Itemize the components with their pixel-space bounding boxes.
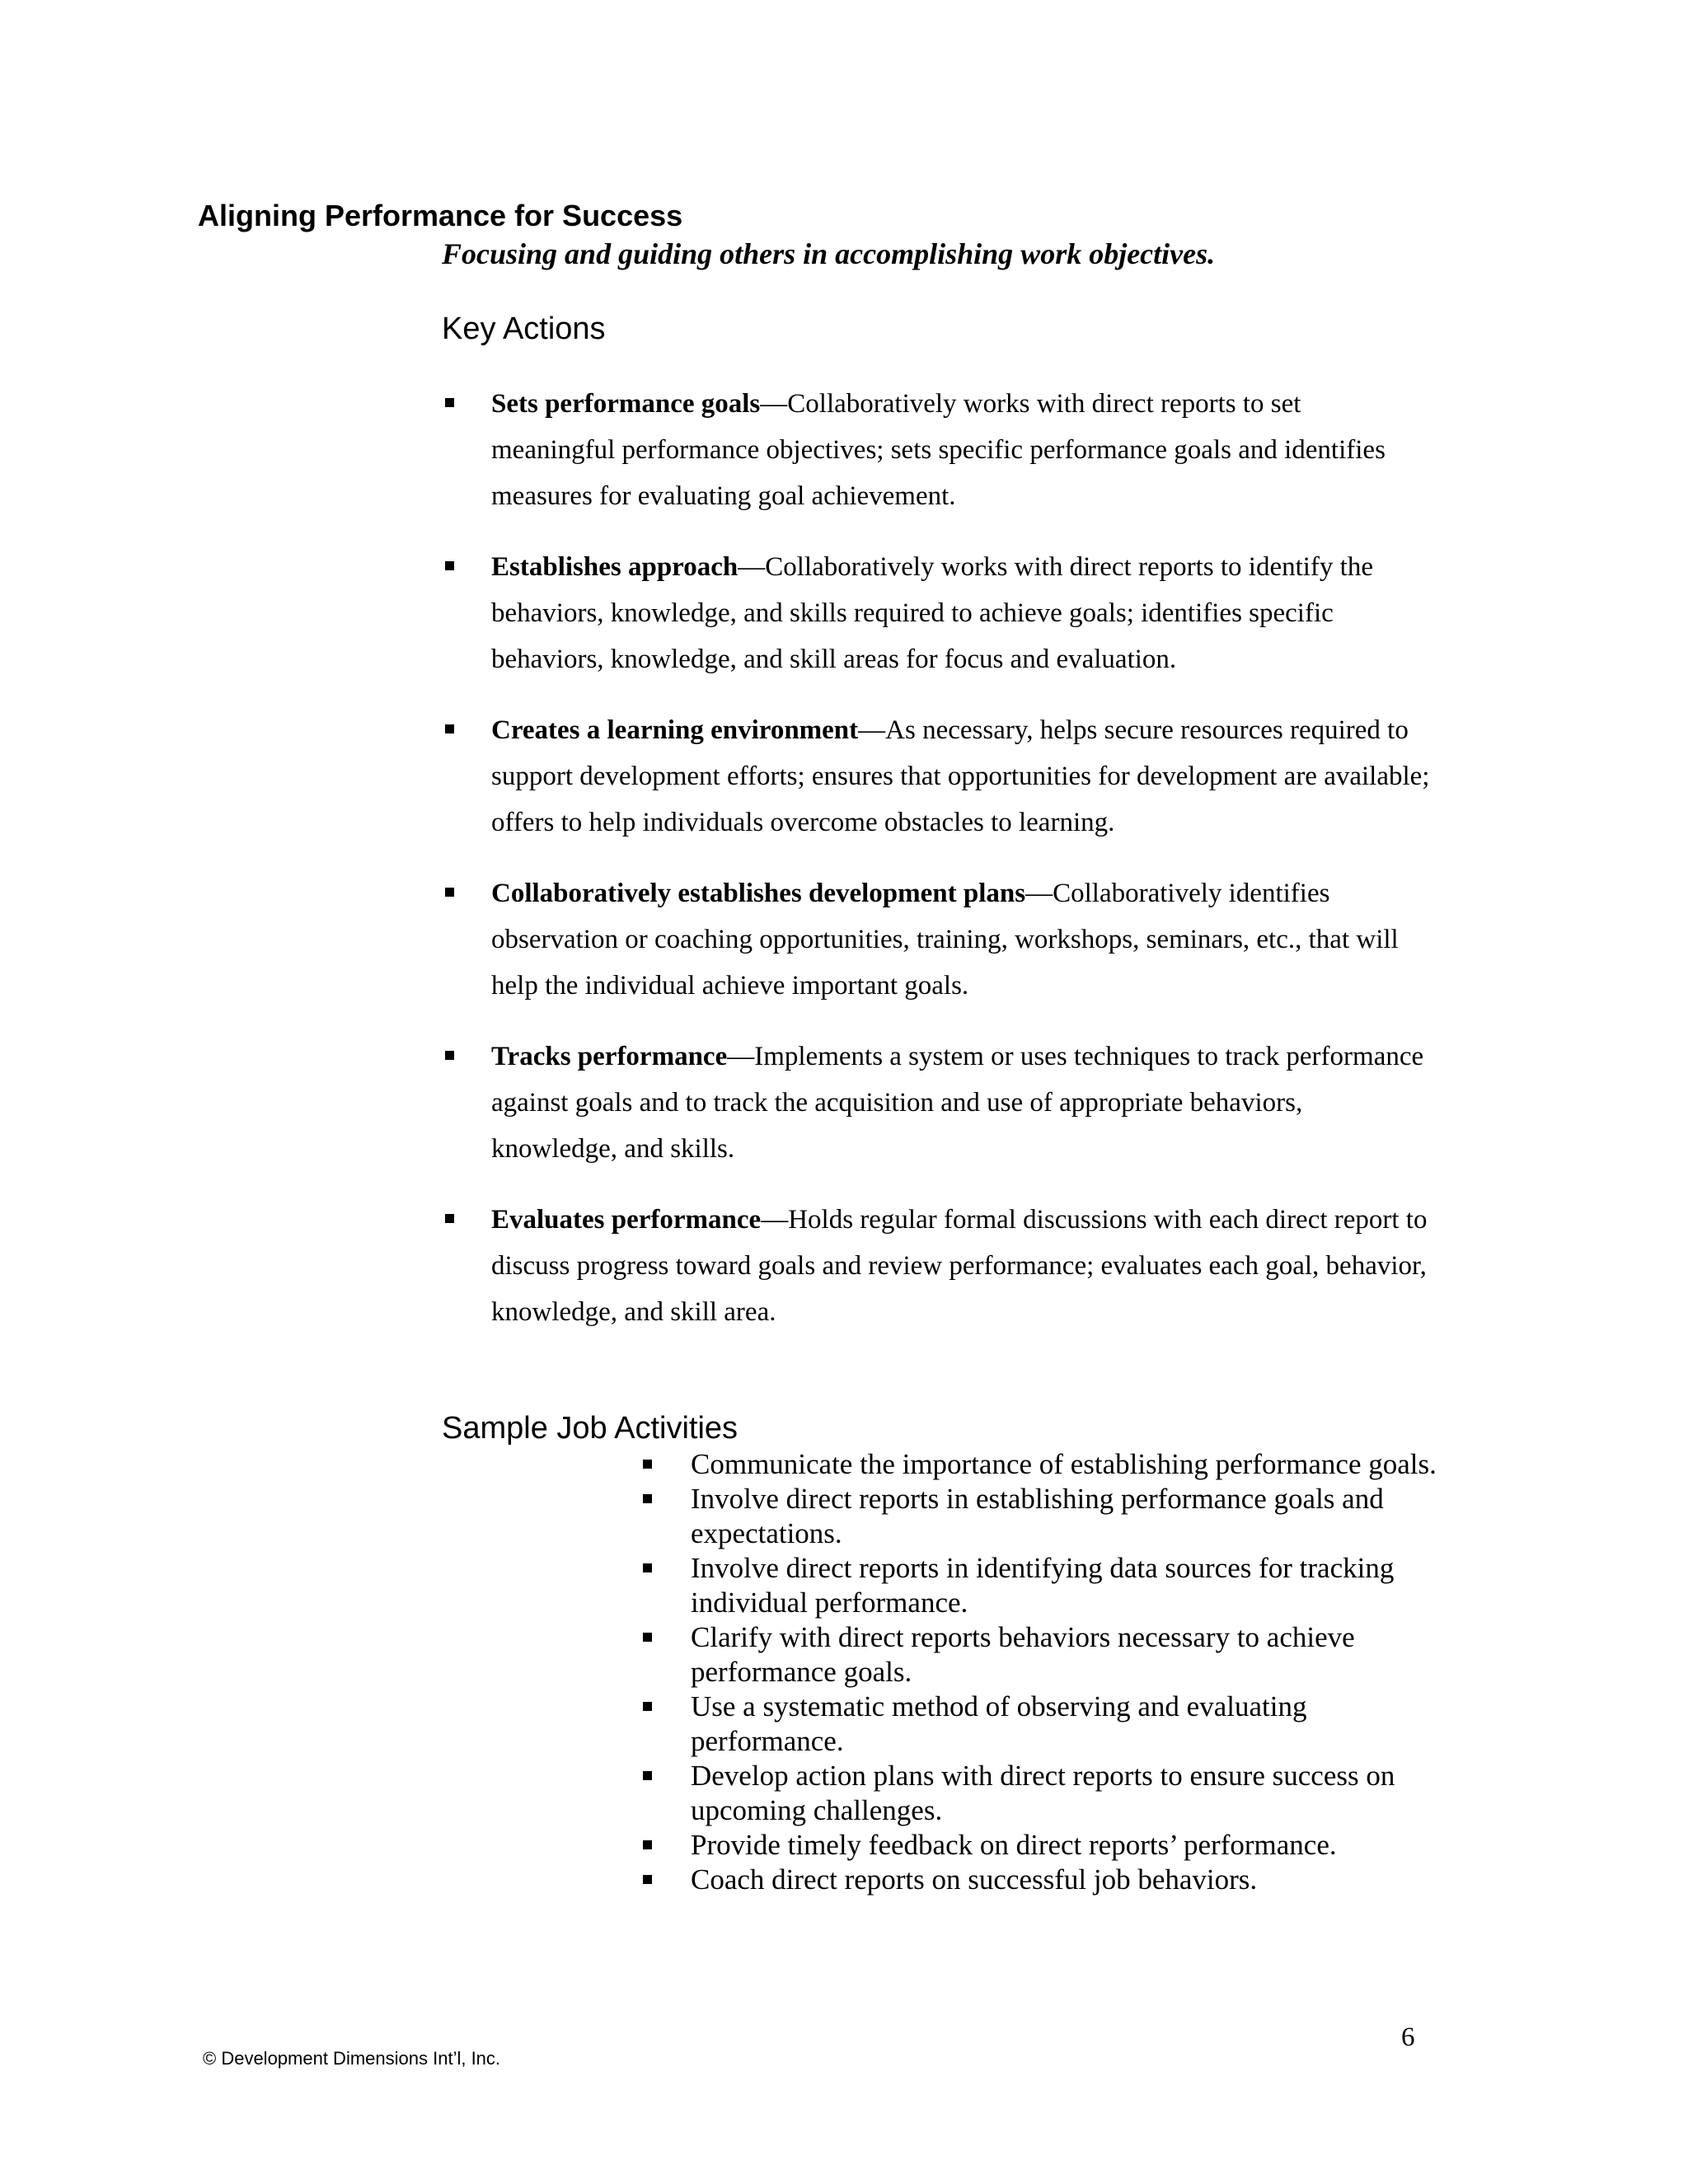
sample-activity-item (640, 1690, 1447, 1759)
square-bullet-icon (643, 1563, 652, 1572)
page-number: 6 (1401, 2022, 1415, 2052)
square-bullet-icon (643, 1771, 652, 1780)
sample-activity-item (640, 1828, 1447, 1863)
sample-activity-text: Communicate the importance of establishing performance goals. (691, 1448, 1437, 1480)
key-action-text: —Collaboratively works with direct reports to set meaningful performance objectives; sets specific performance goals and identifies measures for evaluating goal achievement. (491, 389, 1386, 511)
sample-job-activities-heading: Sample Job Activities (442, 1411, 738, 1446)
sample-activity-text: Use a systematic method of observing and evaluating performance. (691, 1690, 1307, 1757)
sample-activity-item (640, 1863, 1447, 1897)
key-action-text: —Collaboratively identifies observation or coaching opportunities, training, workshops, seminars, etc., that will help the individual achieve important goals. (491, 879, 1399, 1001)
key-action-title: Tracks performance (491, 1042, 728, 1071)
sample-activity-item (640, 1482, 1447, 1551)
key-action-title: Creates a learning environment (491, 715, 859, 745)
sample-job-activities-list (640, 1447, 1447, 1897)
sample-activity-text: Develop action plans with direct reports to ensure success on upcoming challenges. (691, 1760, 1395, 1826)
square-bullet-icon (445, 888, 454, 897)
page-title: Aligning Performance for Success (198, 199, 683, 232)
page-subtitle: Focusing and guiding others in accomplishing work objectives. (442, 237, 1216, 270)
key-actions-heading: Key Actions (442, 312, 606, 346)
key-action-text: —Implements a system or uses techniques to track performance against goals and to track the acquisition and use of appropriate behaviors, knowledge, and skills. (491, 1042, 1424, 1164)
key-action-text: —Collaboratively works with direct reports to identify the behaviors, knowledge, and skills required to achieve goals; identifies specific behaviors, knowledge, and skill areas for focus and evaluation. (491, 552, 1373, 674)
square-bullet-icon (643, 1875, 652, 1884)
key-action-item (442, 1033, 1431, 1172)
key-action-title: Collaboratively establishes development plans (491, 879, 1026, 908)
square-bullet-icon (445, 1214, 454, 1223)
key-action-item (442, 544, 1431, 682)
key-action-item (442, 870, 1431, 1009)
square-bullet-icon (643, 1633, 652, 1642)
sample-activity-text: Clarify with direct reports behaviors necessary to achieve performance goals. (691, 1621, 1355, 1688)
square-bullet-icon (445, 561, 454, 570)
square-bullet-icon (445, 1051, 454, 1060)
square-bullet-icon (643, 1702, 652, 1711)
sample-activity-item (640, 1620, 1447, 1690)
square-bullet-icon (445, 724, 454, 733)
sample-activity-text: Provide timely feedback on direct reports’ performance. (691, 1829, 1337, 1861)
key-actions-list (442, 381, 1431, 1360)
key-action-title: Evaluates performance (491, 1205, 762, 1235)
key-action-item (442, 707, 1431, 846)
key-action-title: Sets performance goals (491, 389, 761, 419)
key-action-text: —As necessary, helps secure resources required to support development efforts; ensures that opportunities for development are available; offers to help individuals overcome obstacles to learning. (491, 715, 1430, 837)
square-bullet-icon (643, 1494, 652, 1503)
key-action-title: Establishes approach (491, 552, 738, 582)
sample-activity-text: Involve direct reports in identifying data sources for tracking individual performance. (691, 1552, 1395, 1619)
key-action-text: —Holds regular formal discussions with each direct report to discuss progress toward goals and review performance; evaluates each goal, behavior, knowledge, and skill area. (491, 1205, 1428, 1327)
sample-activity-text: Involve direct reports in establishing performance goals and expectations. (691, 1483, 1384, 1549)
sample-activity-text: Coach direct reports on successful job behaviors. (691, 1863, 1258, 1896)
square-bullet-icon (445, 398, 454, 407)
key-action-item (442, 1197, 1431, 1335)
sample-activity-item (640, 1759, 1447, 1828)
sample-activity-item (640, 1551, 1447, 1620)
footer-copyright: © Development Dimensions Int’l, Inc. (203, 2048, 501, 2069)
square-bullet-icon (643, 1460, 652, 1469)
square-bullet-icon (643, 1840, 652, 1849)
sample-activity-item (640, 1447, 1447, 1482)
key-action-item (442, 381, 1431, 519)
